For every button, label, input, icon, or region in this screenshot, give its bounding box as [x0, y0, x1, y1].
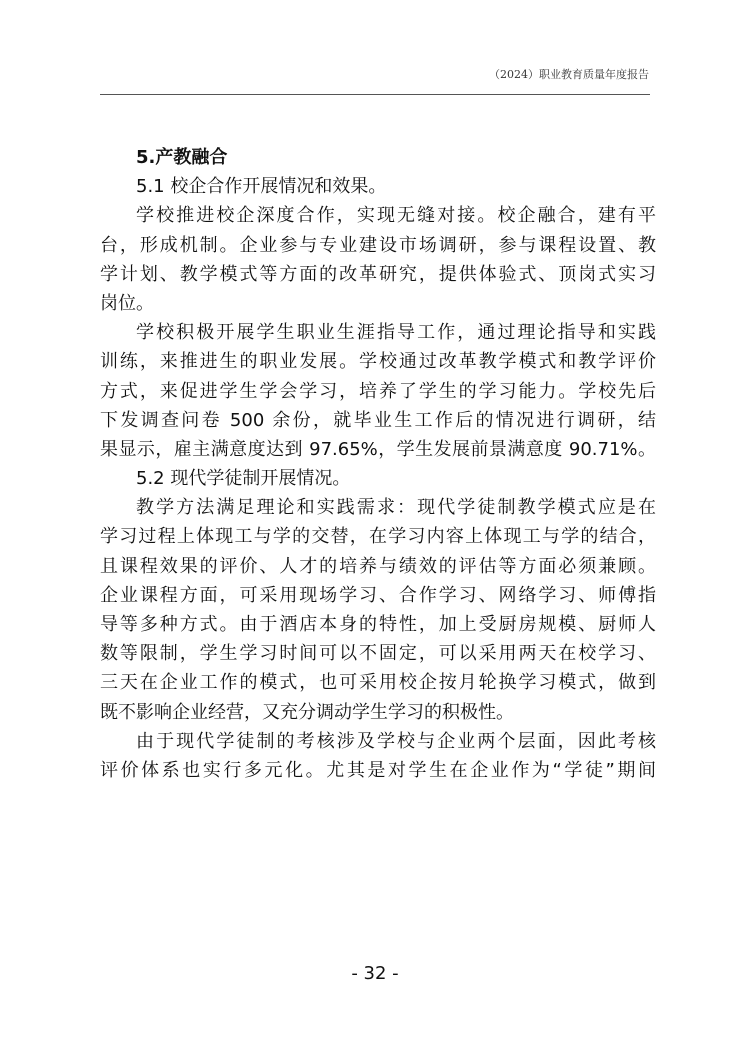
page-number: - 32 - [351, 963, 399, 984]
paragraph-line: 台，形成机制。企业参与专业建设市场调研，参与课程设置、教 [100, 234, 656, 256]
paragraph [100, 201, 656, 318]
paragraph-line: 企业课程方面，可采用现场学习、合作学习、网络学习、师傅指 [100, 584, 656, 606]
paragraph-line: 由于现代学徒制的考核涉及学校与企业两个层面，因此考核 [136, 730, 656, 752]
subsection-heading: 5.2 现代学徒制开展情况。 [136, 468, 351, 490]
paragraph-line: 三天在企业工作的模式，也可采用校企按月轮换学习模式，做到 [100, 672, 656, 694]
document-body [100, 143, 656, 785]
paragraph-line: 学习过程上体现工与学的交替，在学习内容上体现工与学的结合， [100, 526, 656, 548]
paragraph-line: 评价体系也实行多元化。尤其是对学生在企业作为“学徒”期间 [100, 759, 656, 781]
paragraph-line: 果显示，雇主满意度达到 97.65%，学生发展前景满意度 90.71%。 [100, 438, 656, 460]
paragraph-line: 学校推进校企深度合作，实现无缝对接。校企融合，建有平 [136, 205, 656, 227]
paragraph-line: 学校积极开展学生职业生涯指导工作，通过理论指导和实践 [136, 322, 656, 344]
paragraph-line: 方式，来促进学生学会学习，培养了学生的学习能力。学校先后 [100, 380, 656, 402]
header-divider [100, 94, 650, 95]
paragraph-line: 教学方法满足理论和实践需求：现代学徒制教学模式应是在 [136, 497, 656, 519]
paragraph [100, 318, 656, 464]
paragraph-line: 数等限制，学生学习时间可以不固定，可以采用两天在校学习、 [100, 643, 656, 665]
paragraph [100, 727, 656, 785]
page-header-title: （2024）职业教育质量年度报告 [489, 68, 649, 81]
subsection-heading: 5.1 校企合作开展情况和效果。 [136, 176, 387, 198]
paragraph-line: 岗位。 [100, 292, 154, 314]
paragraph-line: 训练，来推进生的职业发展。学校通过改革教学模式和教学评价 [100, 351, 656, 373]
paragraph-line: 且课程效果的评价、人才的培养与绩效的评估等方面必须兼顾。 [100, 555, 656, 577]
paragraph-line: 下发调查问卷 500 余份，就毕业生工作后的情况进行调研，结 [100, 409, 656, 431]
paragraph-line: 学计划、教学模式等方面的改革研究，提供体验式、顶岗式实习 [100, 263, 656, 285]
paragraph-line: 导等多种方式。由于酒店本身的特性，加上受厨房规模、厨师人 [100, 614, 656, 635]
section-heading: 5.产教融合 [136, 147, 228, 168]
paragraph-line: 既不影响企业经营，又充分调动学生学习的积极性。 [100, 701, 514, 723]
paragraph [100, 493, 656, 727]
